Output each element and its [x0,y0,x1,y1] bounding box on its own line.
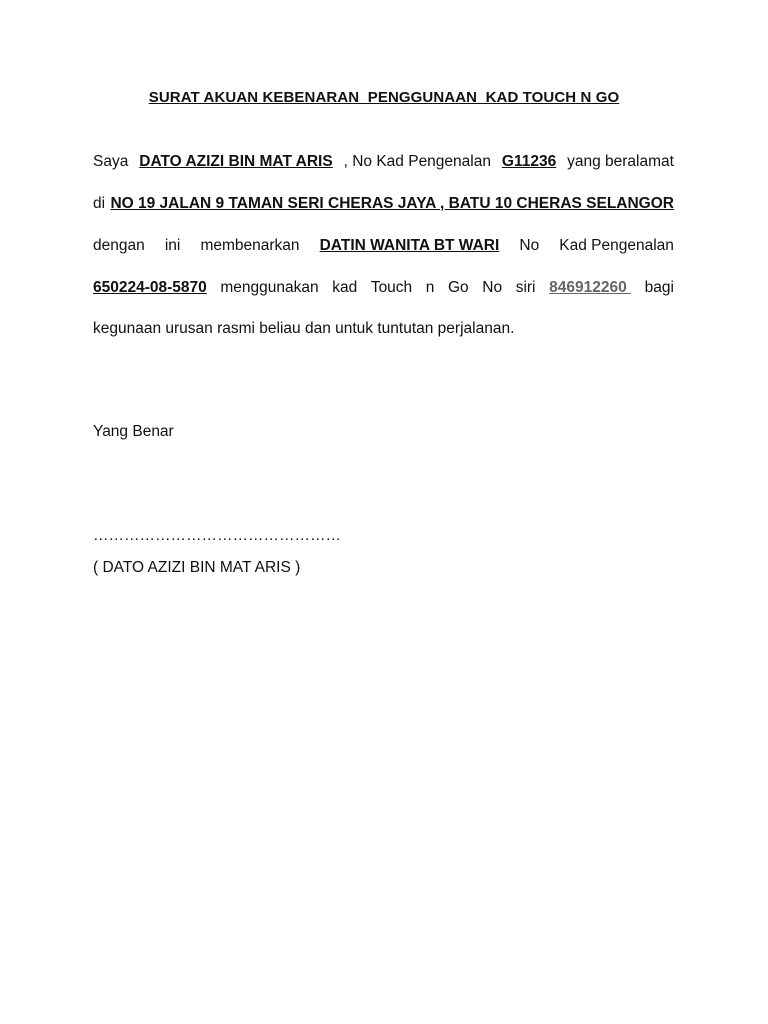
grantor-name: DATO AZIZI BIN MAT ARIS [139,153,333,170]
grantor-ic-number: G11236 [501,153,557,170]
text-bagi: bagi [644,279,674,296]
text-n: n [425,279,435,296]
authorized-person-ic-number: 650224-08-5870 [93,279,207,296]
signature-line: ………………………………………… [93,527,341,544]
text-menggunakan: menggunakan [220,279,319,296]
text-touch: Touch [370,279,413,296]
text-dengan: dengan [93,237,145,254]
text-membenarkan: membenarkan [200,237,300,254]
text-go: Go [448,279,469,296]
paragraph-line-1 [93,152,674,172]
text-no-kad-pengenalan: , No Kad Pengenalan [343,153,491,170]
text-saya: Saya [93,153,129,170]
text-kad: kad [332,279,358,296]
closing-yang-benar: Yang Benar [93,423,174,440]
grantor-address: NO 19 JALAN 9 TAMAN SERI CHERAS JAYA , BATU 10 CHERAS SELANGOR [110,195,674,212]
text-ini: ini [164,237,181,254]
document-title: SURAT AKUAN KEBENARAN PENGGUNAAN KAD TOUCH N GO [148,89,620,106]
text-kad-pengenalan: Kad Pengenalan [559,237,674,254]
paragraph-line-3 [93,236,674,256]
text-no: No [519,237,540,254]
paragraph-line-2 [93,194,674,214]
paragraph-line-5: kegunaan urusan rasmi beliau dan untuk tuntutan perjalanan. [93,320,515,337]
card-serial-number: 846912260 [549,279,631,296]
text-di: di [93,195,106,212]
authorized-person-name: DATIN WANITA BT WARI [319,237,500,254]
text-yang-beralamat: yang beralamat [567,153,674,170]
paragraph-line-4 [93,278,674,298]
text-no-siri: No [482,279,503,296]
signatory-name: ( DATO AZIZI BIN MAT ARIS ) [93,559,301,576]
text-siri: siri [515,279,536,296]
